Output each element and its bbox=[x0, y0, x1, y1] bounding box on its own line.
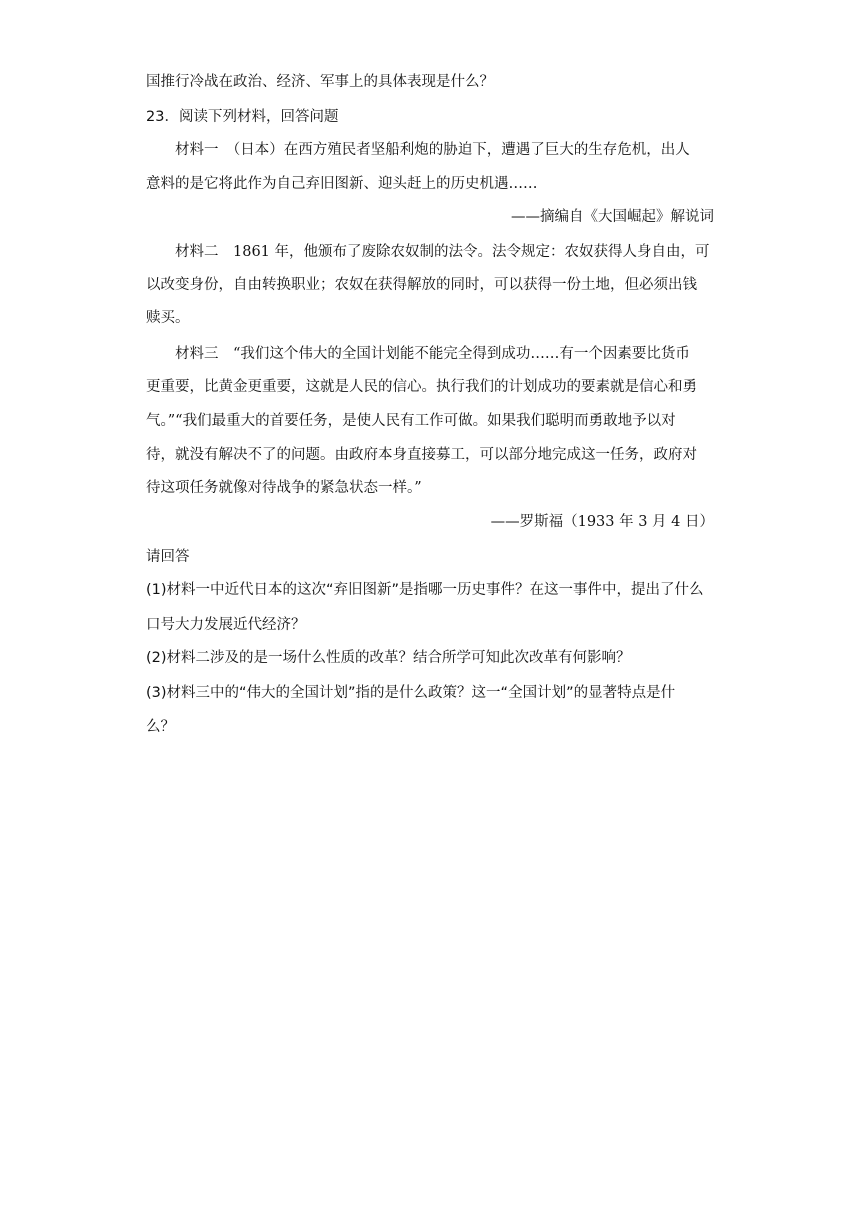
material-2-line-3: 赎买。 bbox=[146, 310, 190, 326]
sub-question-3-line-1: (3)材料三中的“伟大的全国计划”指的是什么政策？这一“全国计划”的显著特点是什 bbox=[146, 685, 676, 701]
answer-prompt: 请回答 bbox=[146, 549, 190, 565]
material-2-line-2: 以改变身份，自由转换职业；农奴在获得解放的同时，可以获得一份土地，但必须出钱 bbox=[146, 277, 697, 293]
material-3-line-5: 待这项任务就像对待战争的紧急状态一样。” bbox=[146, 480, 422, 496]
material-3-line-3: 气。”“我们最重大的首要任务，是使人民有工作可做。如果我们聪明而勇敢地予以对 bbox=[146, 413, 676, 429]
material-1-source: ——摘编自《大国崛起》解说词 bbox=[511, 209, 714, 225]
material-3-line-1: 材料三 “我们这个伟大的全国计划能不能完全得到成功……有一个因素要比货币 bbox=[175, 346, 690, 362]
sub-question-1-line-2: 口号大力发展近代经济？ bbox=[146, 617, 306, 633]
material-3-source: ——罗斯福（1933 年 3 月 4 日） bbox=[490, 514, 714, 530]
material-3-line-2: 更重要，比黄金更重要，这就是人民的信心。执行我们的计划成功的要素就是信心和勇 bbox=[146, 379, 697, 395]
sub-question-1-line-1: (1)材料一中近代日本的这次“弃旧图新”是指哪一历史事件？在这一事件中，提出了什么 bbox=[146, 582, 704, 598]
material-2-line-1: 材料二 1861 年，他颁布了废除农奴制的法令。法令规定：农奴获得人身自由，可 bbox=[175, 244, 710, 260]
sub-question-3-line-2: 么？ bbox=[146, 719, 175, 735]
material-1-line-2: 意料的是它将此作为自己弃旧图新、迎头赶上的历史机遇…… bbox=[146, 176, 538, 192]
material-3-line-4: 待，就没有解决不了的问题。由政府本身直接募工，可以部分地完成这一任务，政府对 bbox=[146, 447, 697, 463]
question-22-tail: 国推行冷战在政治、经济、军事上的具体表现是什么？ bbox=[146, 74, 494, 90]
question-23-heading: 23．阅读下列材料，回答问题 bbox=[146, 109, 339, 125]
sub-question-2-line-1: (2)材料二涉及的是一场什么性质的改革？结合所学可知此次改革有何影响？ bbox=[146, 650, 631, 666]
material-1-line-1: 材料一 （日本）在西方殖民者坚船利炮的胁迫下，遭遇了巨大的生存危机，出人 bbox=[175, 142, 690, 158]
